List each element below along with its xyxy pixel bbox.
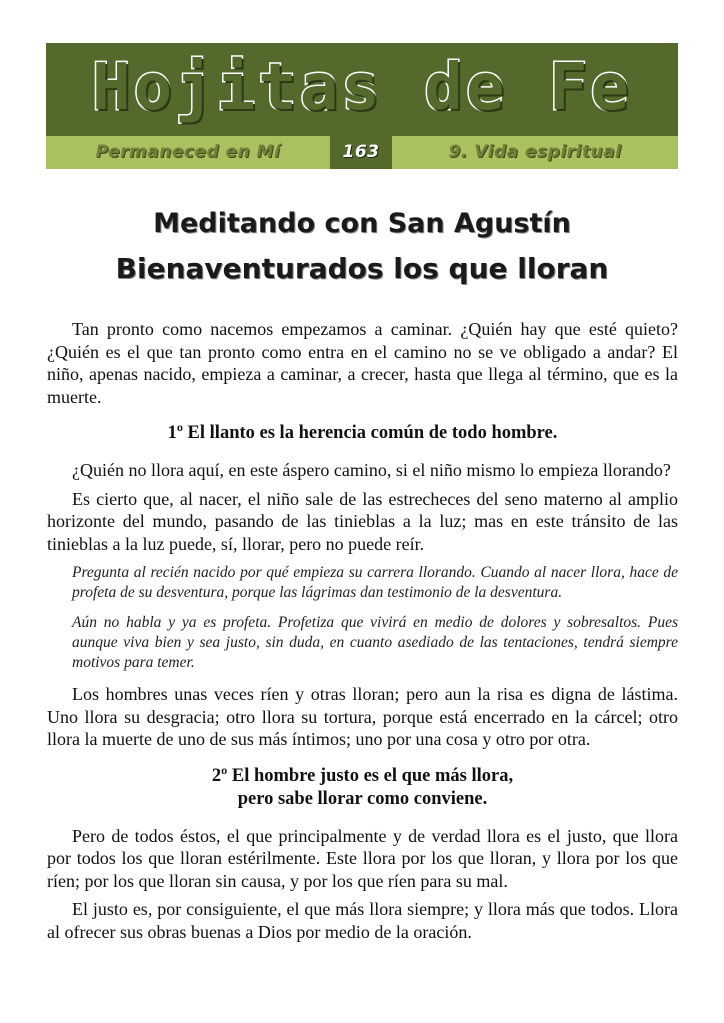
publication-title: Hojitas de Fe: [92, 51, 632, 125]
section-heading: [47, 765, 678, 811]
category-section: [392, 136, 678, 169]
banner-title-area: [46, 43, 678, 136]
category-label: 9. Vida espiritual: [448, 142, 622, 162]
series-section: [46, 136, 330, 169]
section-heading-line: pero sabe llorar como conviene.: [237, 788, 488, 809]
quote: Pregunta al recién nacido por qué empieza su carrera llorando. Cuando al nacer llora, hace de profeta de su desventura, porque las lágrimas dan testimonio de la desventura.: [72, 564, 678, 601]
section-heading-line: 2º El hombre justo es el que más llora,: [211, 765, 514, 786]
quote: Aún no habla y ya es profeta. Profetiza que vivirá en medio de dolores y sobresaltos. Pues aunque viva bien y sea justo, sin duda, en cuanto asediado de las tentaciones, tendrá siempre motivos para temer.: [72, 614, 678, 671]
header-banner: [46, 43, 678, 169]
article-body: [47, 318, 678, 949]
paragraph: Tan pronto como nacemos empezamos a caminar. ¿Quién hay que esté quieto? ¿Quién es el que tan pronto como entra en el camino no se ve obligado a andar? El niño, apenas nacido, empieza a caminar, a crecer, hasta que llega al término, que es la muerte.: [47, 319, 678, 407]
banner-info-bar: [46, 136, 678, 169]
series-label: Permaneced en Mí: [95, 142, 281, 162]
page-subtitle: Meditando con San Agustín: [153, 208, 571, 239]
page-title: Bienaventurados los que lloran: [115, 252, 609, 285]
paragraph: Es cierto que, al nacer, el niño sale de las estrecheces del seno materno al amplio horizonte del mundo, pasando de las tinieblas a la luz; mas en este tránsito de las tinieblas a la luz puede, sí, llorar, pero no puede reír.: [47, 488, 678, 554]
issue-number-box: [330, 136, 392, 169]
paragraph: El justo es, por consiguiente, el que más llora siempre; y llora más que todos. Llora al ofrecer sus obras buenas a Dios por medio de la oración.: [47, 899, 678, 942]
section-heading: 1º El llanto es la herencia común de todo hombre.: [167, 423, 558, 443]
paragraph: Pero de todos éstos, el que principalmente y de verdad llora es el justo, que llora por todos los que lloran estérilmente. Este llora por los que lloran, y llora por los que ríen; por los que lloran sin causa, y por los que ríen para su mal.: [47, 825, 678, 891]
paragraph: Los hombres unas veces ríen y otras lloran; pero aun la risa es digna de lástima. Uno llora su desgracia; otro llora su tortura, porque está encerrado en la cárcel; otro llora la muerte de uno de sus más íntimos; uno por una cosa y otro por otra.: [47, 684, 678, 749]
paragraph: ¿Quién no llora aquí, en este áspero camino, si el niño mismo lo empieza llorando?: [72, 460, 671, 480]
issue-number: 163: [342, 142, 380, 162]
